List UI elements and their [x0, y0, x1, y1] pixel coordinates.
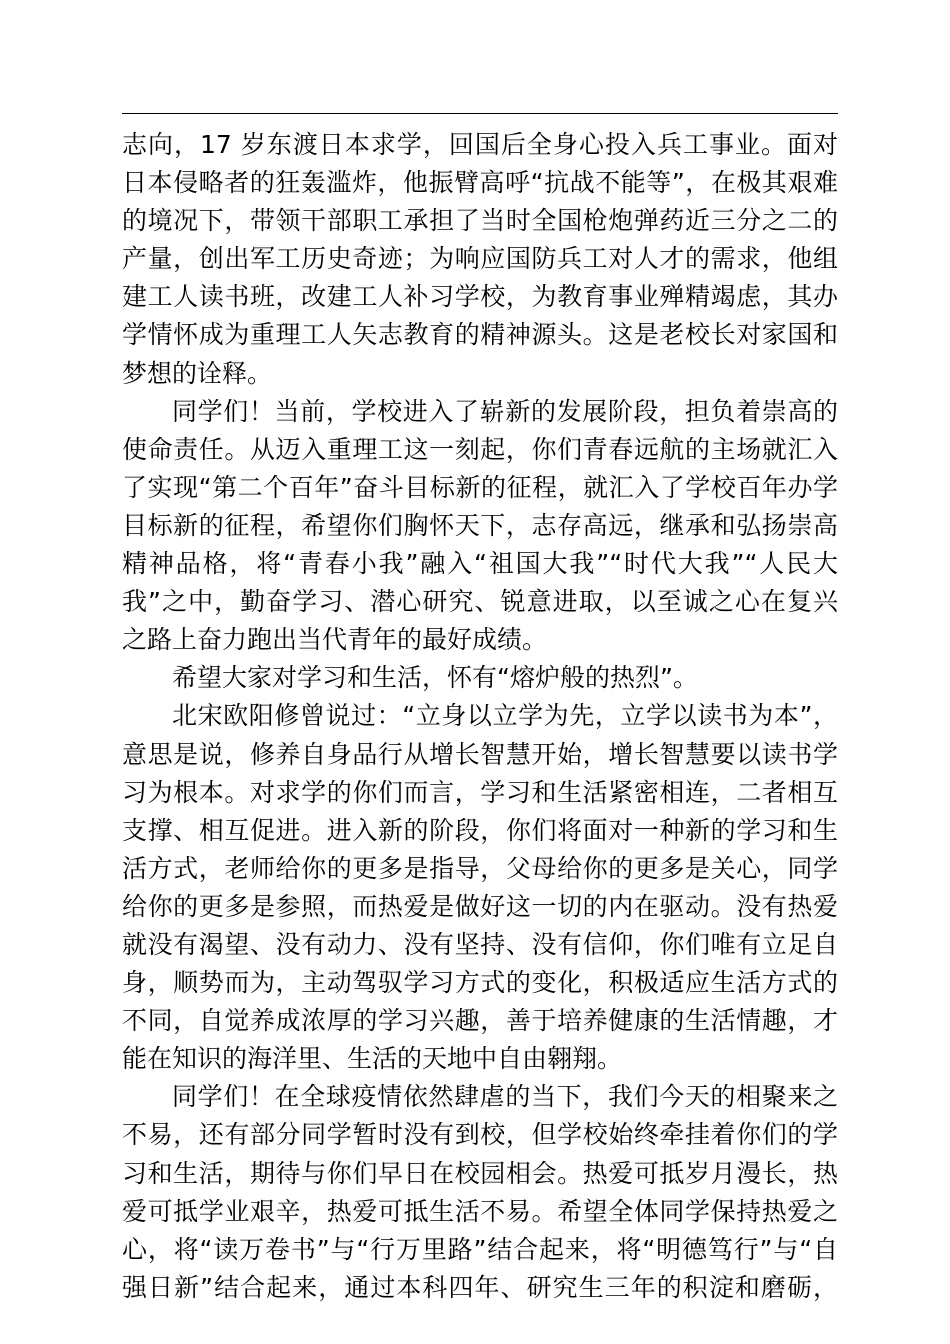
- text-line: 就没有渴望、没有动力、没有坚持、没有信仰，你们唯有立足自: [122, 929, 838, 959]
- text-line: 心，将“读万卷书”与“行万里路”结合起来，将“明德笃行”与“自: [122, 1234, 838, 1264]
- header-rule: [122, 113, 838, 114]
- paragraph-first-line: 希望大家对学习和生活，怀有“熔炉般的热烈”。: [172, 663, 698, 693]
- text-line: 身，顺势而为，主动驾驭学习方式的变化，积极适应生活方式的: [122, 968, 838, 998]
- text-line: 日本侵略者的狂轰滥炸，他振臂高呼“抗战不能等”，在极其艰难: [122, 168, 838, 198]
- text-line: 意思是说，修养自身品行从增长智慧开始，增长智慧要以读书学: [122, 739, 838, 769]
- text-line: 我”之中，勤奋学习、潜心研究、锐意进取，以至诚之心在复兴: [122, 587, 838, 617]
- text-line: 了实现“第二个百年”奋斗目标新的征程，就汇入了学校百年办学: [122, 472, 838, 502]
- text-line: 支撑、相互促进。进入新的阶段，你们将面对一种新的学习和生: [122, 815, 838, 845]
- paragraph-first-line: 北宋欧阳修曾说过：“立身以立学为先，立学以读书为本”，: [172, 701, 838, 731]
- document-body: [122, 126, 838, 1307]
- text-line: 产量，创出军工历史奇迹；为响应国防兵工对人才的需求，他组: [122, 244, 838, 274]
- text-line: 精神品格，将“青春小我”融入“祖国大我”“时代大我”“人民大: [122, 549, 838, 579]
- text-line: 建工人读书班，改建工人补习学校，为教育事业殚精竭虑，其办: [122, 282, 838, 312]
- text-line: 不同，自觉养成浓厚的学习兴趣，善于培养健康的生活情趣，才: [122, 1006, 838, 1036]
- text-line: 习为根本。对求学的你们而言，学习和生活紧密相连，二者相互: [122, 777, 838, 807]
- text-line: 不易，还有部分同学暂时没有到校，但学校始终牵挂着你们的学: [122, 1120, 838, 1150]
- text-line: 爱可抵学业艰辛，热爱可抵生活不易。希望全体同学保持热爱之: [122, 1196, 838, 1226]
- text-line: 志向，17 岁东渡日本求学，回国后全身心投入兵工事业。面对: [122, 130, 838, 159]
- text-line: 的境况下，带领干部职工承担了当时全国枪炮弹药近三分之二的: [122, 206, 838, 236]
- paragraph-first-line: 同学们！在全球疫情依然肆虐的当下，我们今天的相聚来之: [172, 1082, 838, 1112]
- text-line: 目标新的征程，希望你们胸怀天下，志存高远，继承和弘扬崇高: [122, 510, 838, 540]
- text-line: 习和生活，期待与你们早日在校园相会。热爱可抵岁月漫长，热: [122, 1158, 838, 1188]
- text-line: 能在知识的海洋里、生活的天地中自由翱翔。: [122, 1044, 623, 1074]
- text-line: 之路上奋力跑出当代青年的最好成绩。: [122, 625, 548, 655]
- text-line: 学情怀成为重理工人矢志教育的精神源头。这是老校长对家国和: [122, 320, 838, 350]
- text-line: 给你的更多是参照，而热爱是做好这一切的内在驱动。没有热爱: [122, 891, 838, 921]
- text-line: 使命责任。从迈入重理工这一刻起，你们青春远航的主场就汇入: [122, 434, 838, 464]
- text-line: 强日新”结合起来，通过本科四年、研究生三年的积淀和磨砺，: [122, 1272, 838, 1302]
- text-line: 梦想的诠释。: [122, 358, 273, 388]
- text-line: 活方式，老师给你的更多是指导，父母给你的更多是关心，同学: [122, 853, 838, 883]
- paragraph-first-line: 同学们！当前，学校进入了崭新的发展阶段，担负着崇高的: [172, 396, 838, 426]
